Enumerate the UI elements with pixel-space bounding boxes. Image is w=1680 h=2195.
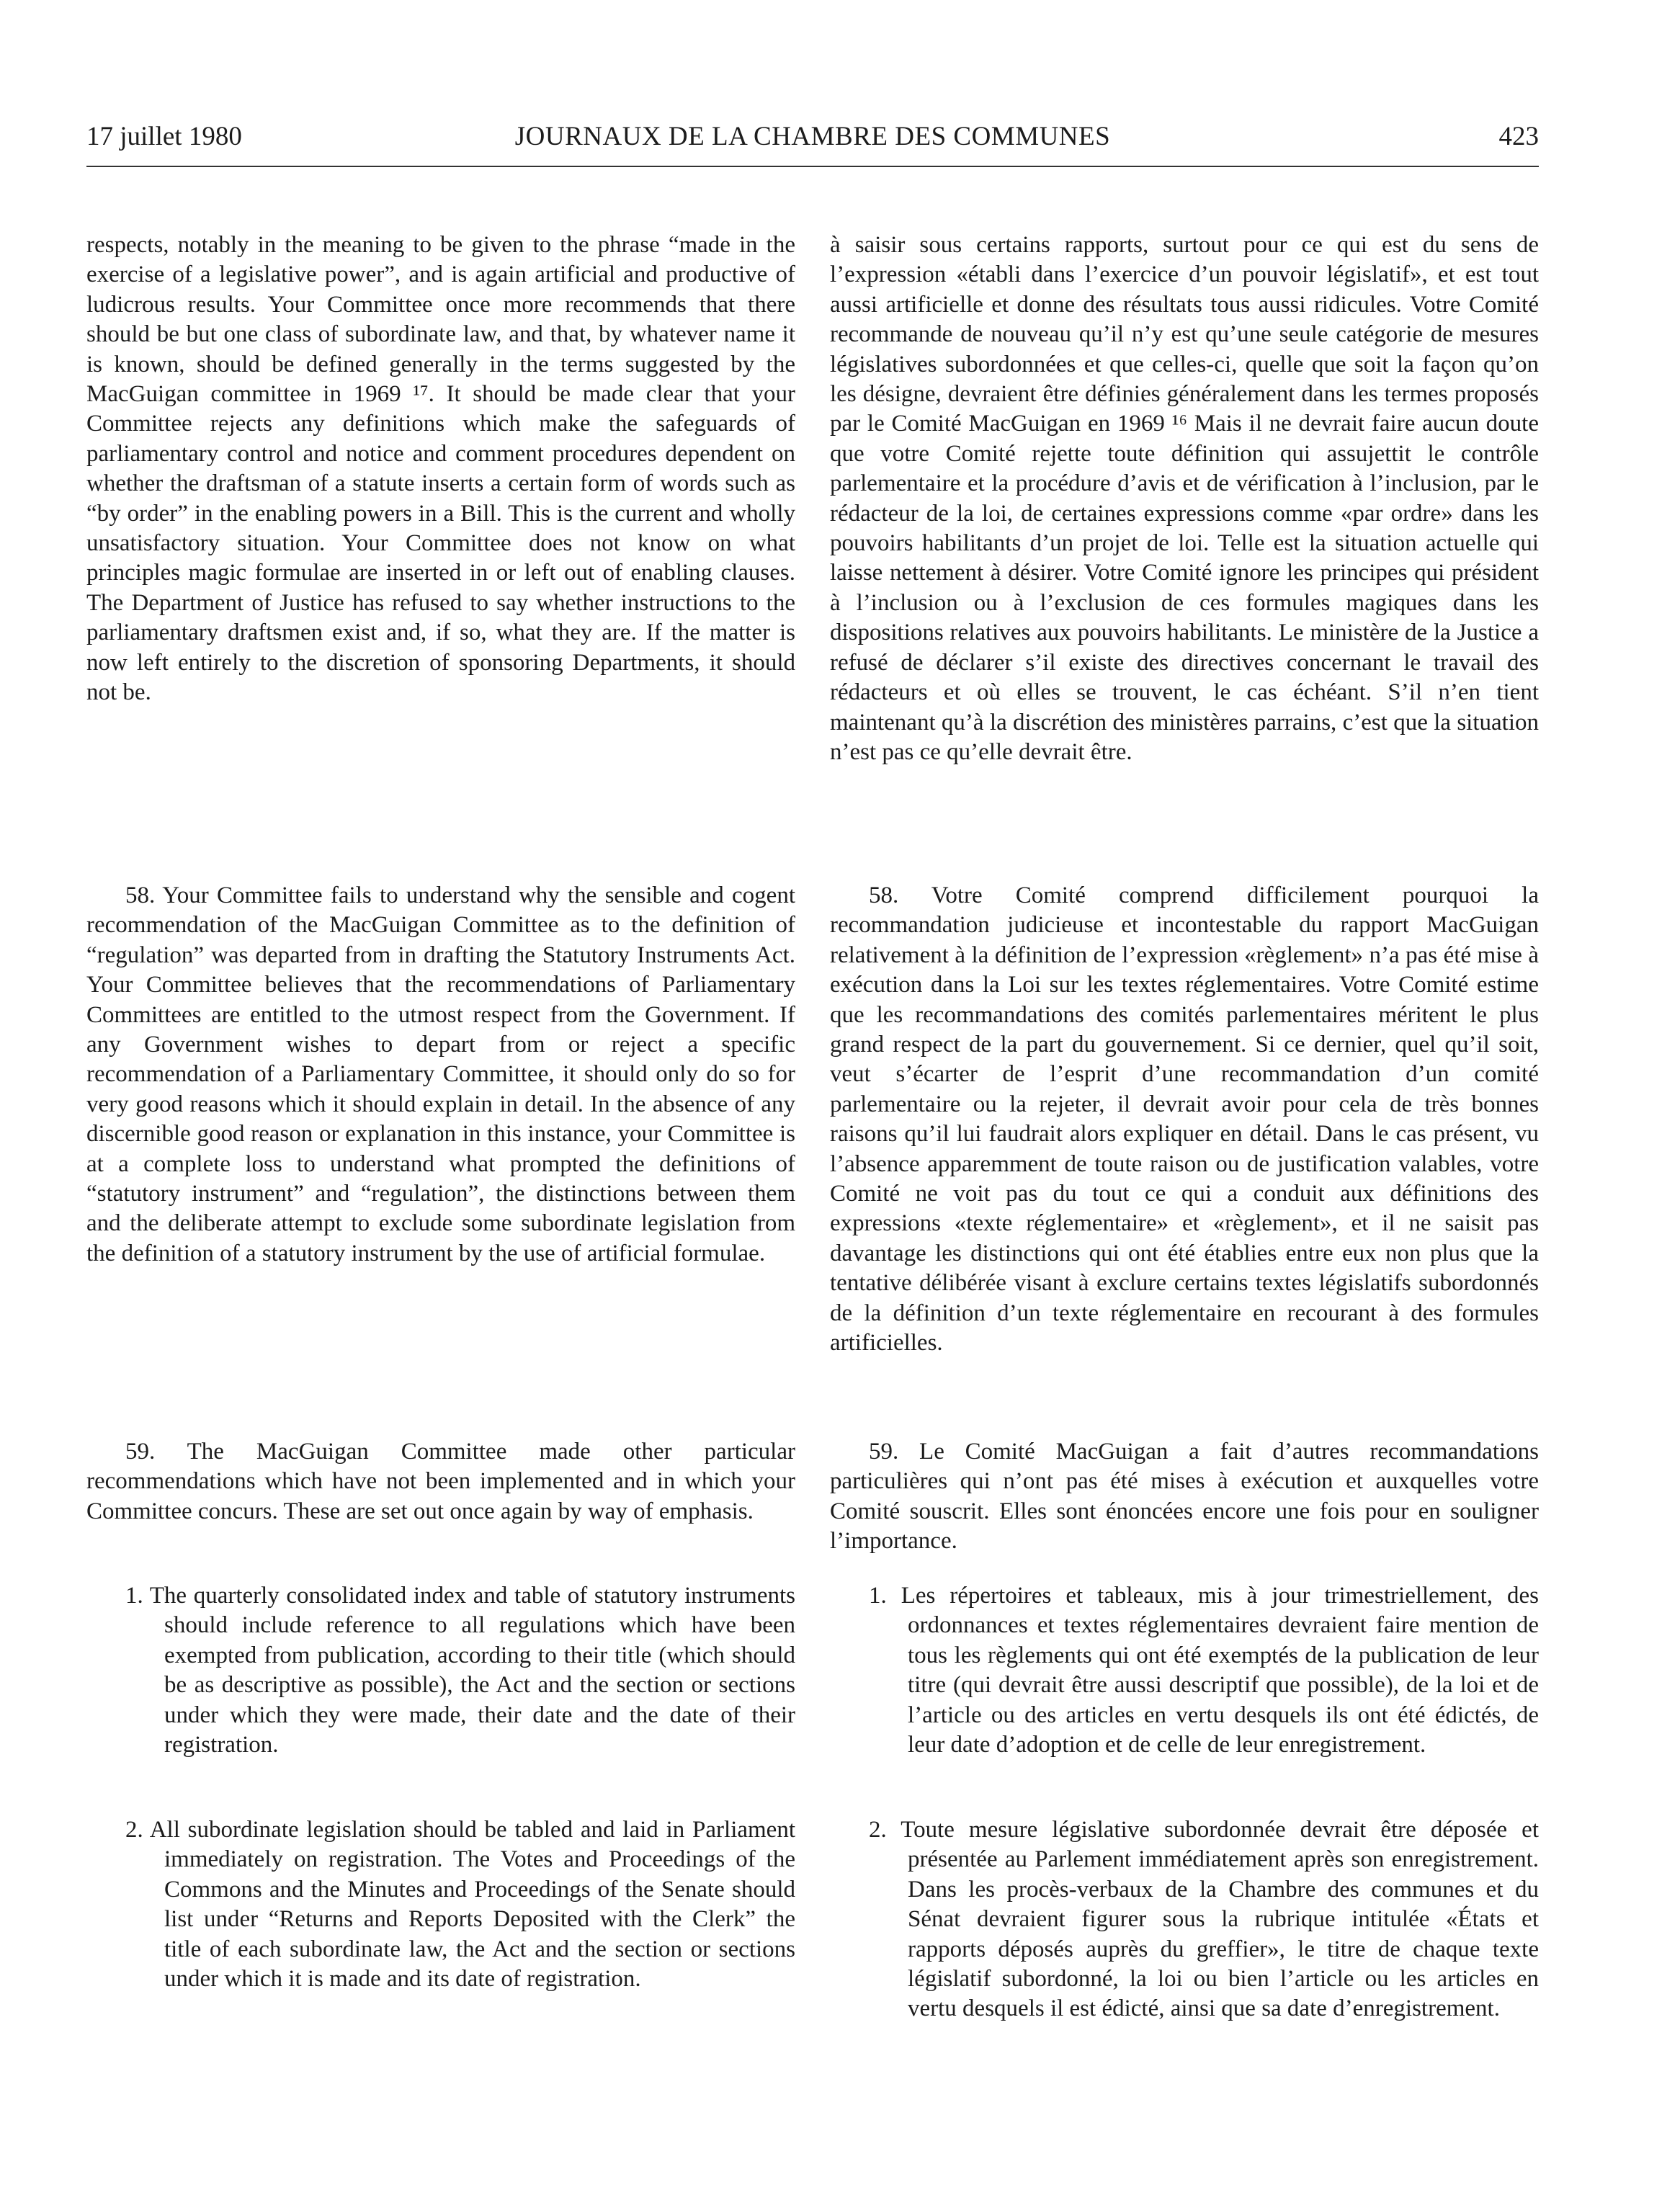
header-date: 17 juillet 1980 xyxy=(86,122,242,151)
fr-list-item-1-text: 1. Les répertoires et tableaux, mis à jour trimestriellement, des ordonnances et textes réglementaires devraient faire mention de tous les règlements qui ont été exemptés de la publication de leur titre (qui devrait être aussi descriptif que possible), de la loi et de l’article ou des articles en vertu desquels ils ont été édictés, de leur date d’adoption et de celle de leur enregistrement. xyxy=(869,1583,1539,1758)
fr-list-item-2-text: 2. Toute mesure législative subordonnée devrait être déposée et présentée au Parlement immédiatement après son enregistrement. Dans les procès-verbaux de la Chambre des communes et du Sénat devraient figurer sous la rubrique intitulée «États et rapports déposés auprès du greffier», le titre de chaque texte législatif subordonné, la loi ou bien l’article ou les articles en vertu desquels il est édicté, ainsi que sa date d’enregistrement. xyxy=(869,1817,1539,2022)
en-paragraph-continuation: respects, notably in the meaning to be given to the phrase “made in the exercise of a legislative power”, and is again artificial and productive of ludicrous results. Your Committee once more recommends that there should be but one class of subordinate law, and that, by whatever name it is known, should be defined generally in the terms suggested by the MacGuigan committee in 1969 ¹⁷. It should be made clear that your Committee rejects any definitions which make the safeguards of parliamentary control and notice and comment procedures dependent on whether the draftsman of a statute inserts a certain form of words such as “by order” in the enabling powers in a Bill. This is the current and wholly unsatisfactory situation. Your Committee does not know on what principles magic formulae are inserted in or left out of enabling clauses. The Department of Justice has refused to say whether instructions to the parliamentary draftsmen exist and, if so, what they are. If the matter is now left entirely to the discretion of sponsoring Departments, it should not be. xyxy=(86,232,795,706)
fr-paragraph-59: 59. Le Comité MacGuigan a fait d’autres recommandations particulières qui n’ont pas été mises à exécution et auxquelles votre Comité souscrit. Elles sont énoncées encore une fois pour en souligner l’importance. xyxy=(830,1439,1539,1555)
en-paragraph-58: 58. Your Committee fails to understand why the sensible and cogent recommendation of the MacGuigan Committee as to the definition of “regulation” was departed from in drafting the Statutory Instruments Act. Your Committee believes that the recommendations of Parliamentary Committees are entitled to the utmost respect from the Government. If any Government wishes to depart from or reject a specific recommendation of a Parliamentary Committee, it should only do so for very good reasons which it should explain in detail. In the absence of any discernible good reason or explanation in this instance, your Committee is at a complete loss to understand what prompted the definitions of “statutory instrument” and “regulation”, the distinctions between them and the deliberate attempt to exclude some subordinate legislation from the definition of a statutory instrument by the use of artificial formulae. xyxy=(86,882,795,1266)
en-list-item-1-text: 1. The quarterly consolidated index and table of statutory instruments should include reference to all regulations which have been exempted from publication, according to their title (which should be as descriptive as possible), the Act and the section or sections under which they were made, their date and the date of their registration. xyxy=(125,1583,795,1758)
fr-list-item-1 xyxy=(869,1581,1539,1760)
en-list-item-2-text: 2. All subordinate legislation should be tabled and laid in Parliament immediately on registration. The Votes and Proceedings of the Commons and the Minutes and Proceedings of the Senate should list under “Returns and Reports Deposited with the Clerk” the title of each subordinate law, the Act and the section or sections under which it is made and its date of registration. xyxy=(125,1817,795,1993)
header-title: JOURNAUX DE LA CHAMBRE DES COMMUNES xyxy=(514,122,1111,151)
fr-paragraph-continuation: à saisir sous certains rapports, surtout pour ce qui est du sens de l’expression «établi dans l’exercice d’un pouvoir législatif», et est tout aussi artificielle et donne des résultats tous aussi ridicules. Votre Comité recommande de nouveau qu’il n’y est qu’une seule catégorie de mesures législatives subordonnées et que celles-ci, quelle que soit la façon qu’on les désigne, devraient être définies généralement dans les termes proposés par le Comité MacGuigan en 1969 ¹⁶ Mais il ne devrait faire aucun doute que votre Comité rejette toute définition qui assujettit le contrôle parlementaire et la procédure d’avis et de vérification à l’inclusion, par le rédacteur de la loi, de certaines expressions comme «par ordre» dans les pouvoirs habilitants d’un projet de loi. Telle est la situation actuelle qui laisse nettement à désirer. Votre Comité ignore les principes qui président à l’inclusion ou à l’exclusion de ces formules magiques dans les dispositions relatives aux pouvoirs habilitants. Le ministère de la Justice a refusé de déclarer s’il existe des directives concernant le travail des rédacteurs et où elles se trouvent, le cas échéant. S’il n’en tient maintenant qu’à la discrétion des ministères parrains, c’est que la situation n’est pas ce qu’elle devrait être. xyxy=(830,232,1539,765)
fr-list-item-2 xyxy=(869,1815,1539,2024)
en-paragraph-59: 59. The MacGuigan Committee made other particular recommendations which have not been implemented and in which your Committee concurs. These are set out once again by way of emphasis. xyxy=(86,1439,795,1524)
en-list-item-2 xyxy=(125,1815,795,1994)
fr-paragraph-58: 58. Votre Comité comprend difficilement pourquoi la recommandation judicieuse et incontestable du rapport MacGuigan relativement à la définition de l’expression «règlement» n’a pas été mise à exécution dans la Loi sur les textes réglementaires. Votre Comité estime que les recommandations des comités parlementaires méritent le plus grand respect de la part du gouvernement. Si ce dernier, quel qu’il soit, veut s’écarter de l’esprit d’une recommandation d’un comité parlementaire ou la rejeter, il devrait avoir pour cela de très bonnes raisons qu’il lui faudrait alors expliquer en détail. Dans le cas présent, vu l’absence apparemment de toute raison ou de justification valables, votre Comité ne voit pas du tout ce qui a conduit aux définitions des expressions «texte réglementaire» et «règlement», et il ne saisit pas davantage les distinctions qui ont été établies entre eux non plus que la tentative délibérée visant à exclure certains textes législatifs subordonnés de la définition d’un texte réglementaire en recourant à des formules artificielles. xyxy=(830,882,1539,1356)
en-list-item-1 xyxy=(125,1581,795,1760)
running-header xyxy=(86,121,1539,167)
page-number: 423 xyxy=(1498,122,1539,151)
